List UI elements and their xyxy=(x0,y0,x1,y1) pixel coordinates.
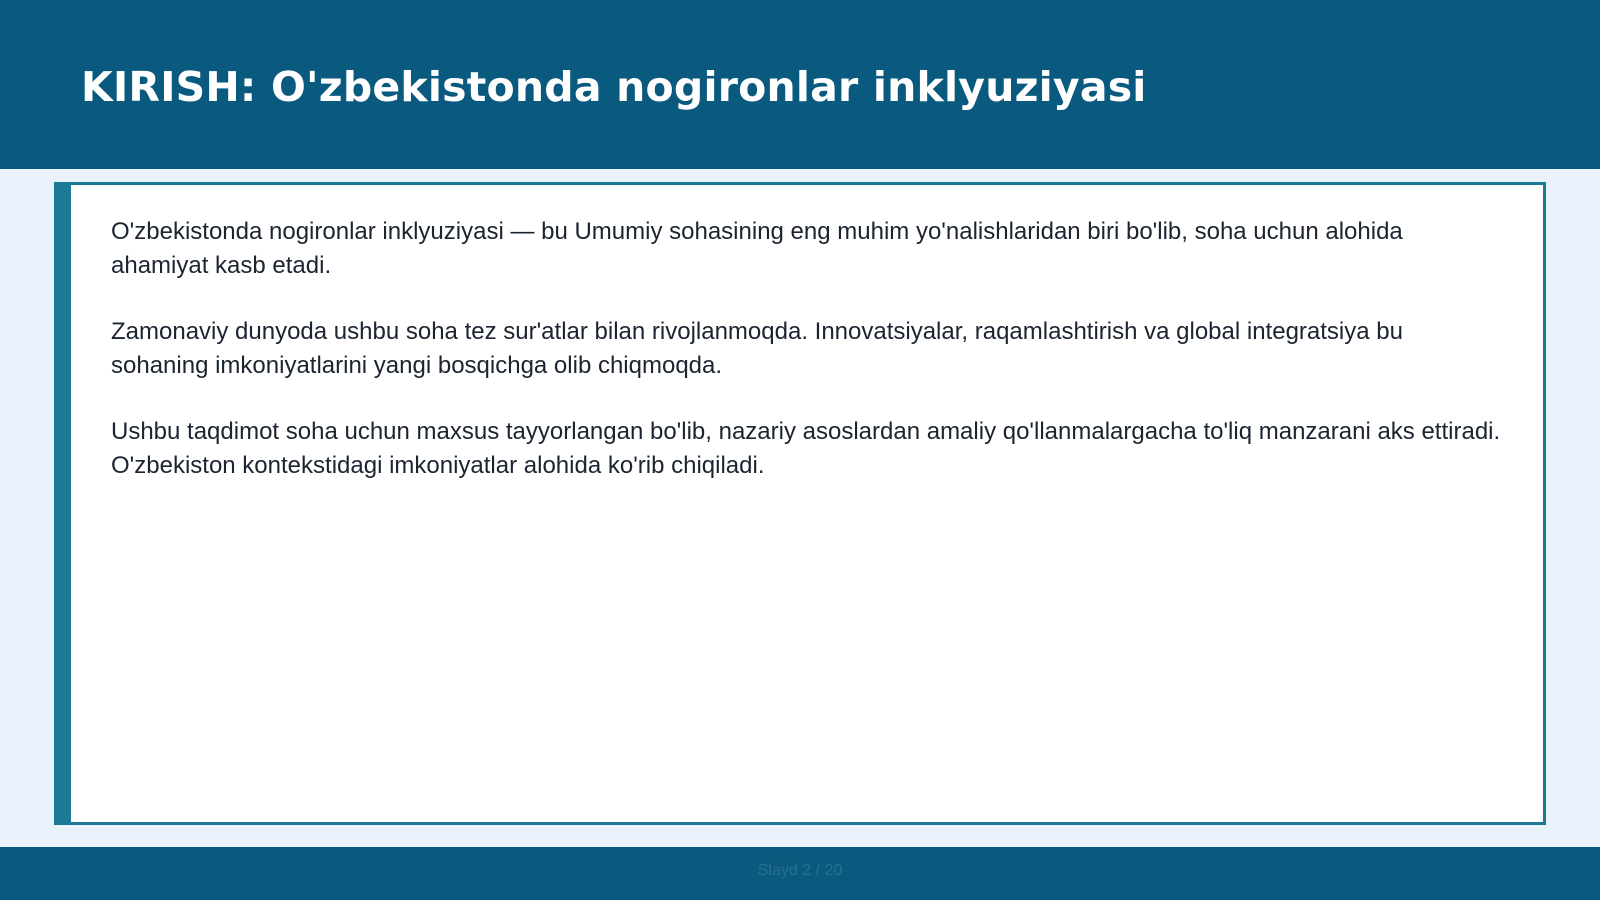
slide-header xyxy=(0,0,1600,169)
slide-title: KIRISH: O'zbekistonda nogironlar inklyuziyasi xyxy=(81,63,1147,111)
slide-footer xyxy=(0,847,1600,900)
content-card xyxy=(54,182,1546,825)
paragraph-3: Ushbu taqdimot soha uchun maxsus tayyorlangan bo'lib, nazariy asoslardan amaliy qo'llanmalargacha to'liq manzarani aks ettiradi. O'zbekiston kontekstidagi imkoniyatlar alohida ko'rib chiqiladi. xyxy=(111,418,1501,479)
page-number: Slayd 2 / 20 xyxy=(757,862,843,879)
paragraph-1: O'zbekistonda nogironlar inklyuziyasi — bu Umumiy sohasining eng muhim yo'nalishlaridan biri bo'lib, soha uchun alohida ahamiyat kasb etadi. xyxy=(111,218,1403,279)
paragraph-2: Zamonaviy dunyoda ushbu soha tez sur'atlar bilan rivojlanmoqda. Innovatsiyalar, raqamlashtirish va global integratsiya bu sohaning imkoniyatlarini yangi bosqichga olib chiqmoqda. xyxy=(111,318,1403,379)
content-body xyxy=(111,215,1503,515)
